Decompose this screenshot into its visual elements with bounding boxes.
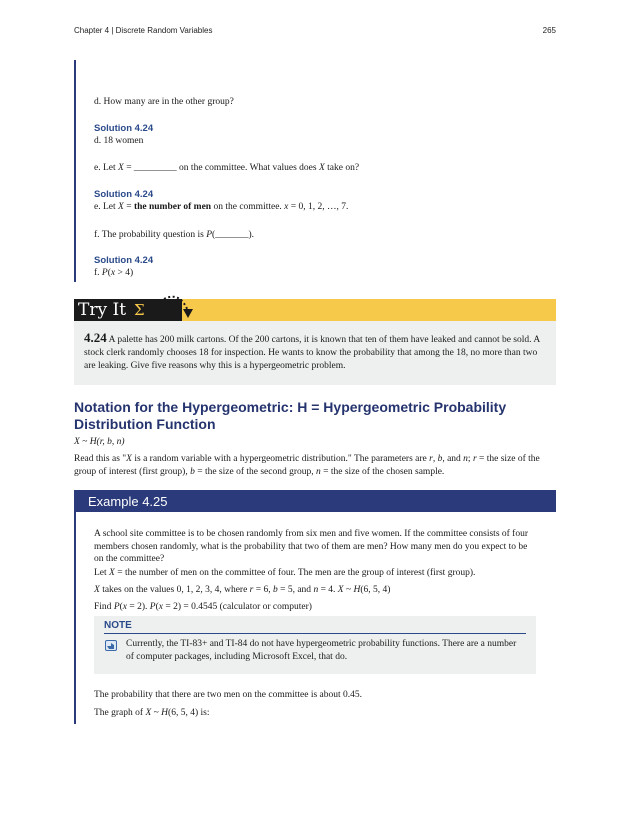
example-parameters: X takes on the values 0, 1, 2, 3, 4, where r = 6, b = 5, and n = 4. X ~ H(6, 5, 4) [94, 585, 391, 595]
note-divider [104, 633, 526, 634]
example-problem: A school site committee is to be chosen randomly from six men and five women. If the committee consists of four members chosen randomly, what is the probability that two of them are men? How many men do you expect to be on the committee? [94, 529, 529, 564]
try-it-text: 4.24 A palette has 200 milk cartons. Of the 200 cartons, it is known that ten of them have leaked and cannot be sold. A stock clerk randomly chooses 18 for inspection. He wants to know the probability that among the 18, no more than two are leaking. Give five reasons why this is a hypergeometric problem. [84, 330, 540, 371]
question-d: d. How many are in the other group? [94, 97, 234, 107]
example-find: Find P(x = 2). P(x = 2) = 0.4545 (calculator or computer) [94, 602, 312, 612]
solution-title: Solution 4.24 [94, 255, 154, 266]
page-header [74, 26, 556, 35]
dotted-arrow-icon [160, 293, 196, 321]
note-text: Currently, the TI-83+ and TI-84 do not have hypergeometric probability functions. There are a number of computer packages, including Microsoft Excel, that do. [126, 639, 517, 662]
example-definition: Let X = the number of men on the committee of four. The men are the group of interest (first group). [94, 568, 476, 578]
solution-text: e. Let X = the number of men on the committee. x = 0, 1, 2, …, 7. [94, 202, 349, 212]
try-it-banner [74, 299, 556, 321]
solution-title: Solution 4.24 [94, 189, 154, 200]
section-title: Notation for the Hypergeometric: H = Hypergeometric Probability Distribution Function [74, 399, 507, 432]
question-f: f. The probability question is P(_______). [94, 230, 254, 240]
note-box [94, 616, 536, 674]
chapter-title: Chapter 4 | Discrete Random Variables [74, 26, 213, 35]
note-hand-icon [105, 640, 117, 651]
notation: X ~ H(r, b, n) [74, 437, 125, 447]
example-conclusion: The probability that there are two men on the committee is about 0.45. [94, 690, 363, 700]
note-title: NOTE [104, 620, 132, 631]
try-it-box [74, 321, 556, 385]
solution-text: f. P(x > 4) [94, 268, 134, 278]
example-header: Example 4.25 [74, 490, 556, 512]
example-graph-intro: The graph of X ~ H(6, 5, 4) is: [94, 708, 210, 718]
solution-title: Solution 4.24 [94, 123, 154, 134]
sigma-icon: Σ [134, 301, 145, 319]
example-bar [74, 512, 76, 724]
solution-text: d. 18 women [94, 136, 144, 146]
solution-block-bar [74, 60, 76, 282]
notation-description: Read this as "X is a random variable with a hypergeometric distribution." The parameters are r, b, and n; r = the size of the group of interest (first group), b = the size of the second group, n = the size of the chosen sample. [74, 454, 540, 477]
try-it-label: Try It Σ [74, 299, 182, 321]
try-it-number: 4.24 [84, 330, 107, 345]
page-number: 265 [542, 26, 556, 35]
question-e: e. Let X = _________ on the committee. What values does X take on? [94, 163, 360, 173]
